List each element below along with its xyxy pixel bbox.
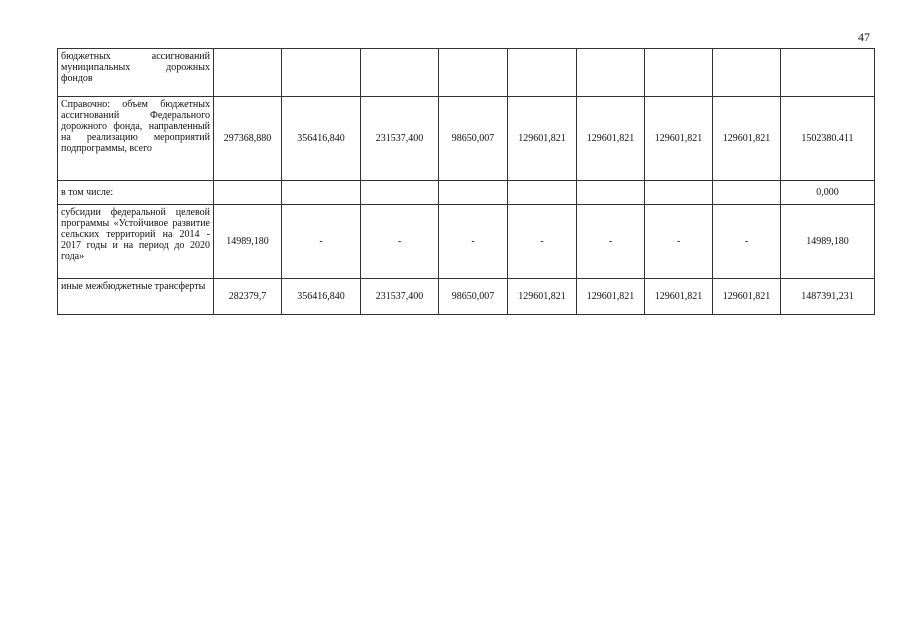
value-cell: 356416,840 [282, 97, 361, 181]
value-cell: 129601,821 [508, 279, 577, 315]
value-cell [439, 49, 508, 97]
value-cell: - [361, 205, 439, 279]
total-cell: 14989,180 [781, 205, 875, 279]
value-cell [645, 181, 713, 205]
value-cell [214, 181, 282, 205]
value-cell: 98650,007 [439, 97, 508, 181]
row-label-cell [58, 49, 214, 97]
row-label-cell [58, 205, 214, 279]
total-cell: 1502380.411 [781, 97, 875, 181]
row-label-cell [58, 181, 214, 205]
row-label-cell [58, 279, 214, 315]
value-cell: 129601,821 [713, 97, 781, 181]
value-cell: - [439, 205, 508, 279]
value-cell [577, 181, 645, 205]
row-label: субсидии федеральной целевой программы «Устойчивое развитие сельских территорий на 2014 - 2017 годы и на период до 2020 года» [61, 207, 210, 262]
table-row [58, 97, 875, 181]
value-cell: 14989,180 [214, 205, 282, 279]
value-cell: 297368,880 [214, 97, 282, 181]
value-cell [713, 49, 781, 97]
value-cell [282, 181, 361, 205]
value-cell: - [282, 205, 361, 279]
total-cell: 0,000 [781, 181, 875, 205]
value-cell [439, 181, 508, 205]
value-cell: - [508, 205, 577, 279]
value-cell [577, 49, 645, 97]
value-cell [645, 49, 713, 97]
value-cell: 129601,821 [577, 279, 645, 315]
value-cell [508, 181, 577, 205]
table-row [58, 205, 875, 279]
row-label: бюджетных ассигнований муниципальных дорожных фондов [61, 51, 210, 84]
value-cell: 98650,007 [439, 279, 508, 315]
table-row [58, 49, 875, 97]
page-number: 47 [858, 30, 870, 44]
value-cell: 129601,821 [508, 97, 577, 181]
value-cell: 129601,821 [713, 279, 781, 315]
value-cell: - [713, 205, 781, 279]
value-cell [282, 49, 361, 97]
value-cell [508, 49, 577, 97]
total-cell: 1487391,231 [781, 279, 875, 315]
value-cell: 356416,840 [282, 279, 361, 315]
row-label: в том числе: [61, 187, 114, 198]
value-cell: - [577, 205, 645, 279]
budget-table [57, 48, 875, 315]
value-cell [361, 49, 439, 97]
row-label: иные межбюджетные трансферты [61, 281, 206, 292]
value-cell [361, 181, 439, 205]
value-cell: - [645, 205, 713, 279]
value-cell [713, 181, 781, 205]
row-label-cell [58, 97, 214, 181]
value-cell [214, 49, 282, 97]
table-row [58, 279, 875, 315]
total-cell [781, 49, 875, 97]
row-label: Справочно: объем бюджетных ассигнований Федерального дорожного фонда, направленный на реализацию мероприятий подпрограммы, всего [61, 99, 210, 154]
value-cell: 129601,821 [645, 279, 713, 315]
value-cell: 231537,400 [361, 97, 439, 181]
value-cell: 129601,821 [645, 97, 713, 181]
value-cell: 282379,7 [214, 279, 282, 315]
value-cell: 231537,400 [361, 279, 439, 315]
table-row [58, 181, 875, 205]
value-cell: 129601,821 [577, 97, 645, 181]
